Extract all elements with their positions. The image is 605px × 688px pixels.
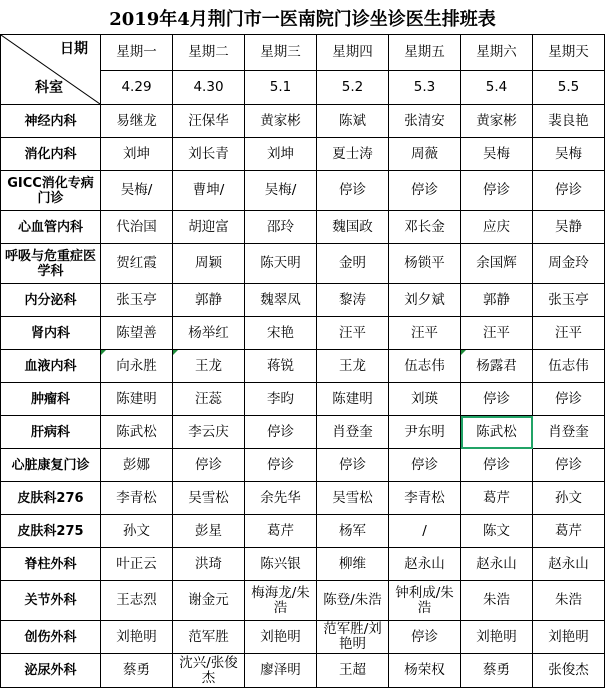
schedule-cell[interactable]: 吴梅 xyxy=(533,138,605,171)
schedule-cell[interactable]: 汪平 xyxy=(533,317,605,350)
table-row xyxy=(1,416,605,449)
schedule-cell[interactable]: 陈建明 xyxy=(101,383,173,416)
page-title: 2019年4月荆门市一医南院门诊坐诊医生排班表 xyxy=(109,9,496,30)
schedule-cell[interactable]: 宋艳 xyxy=(245,317,317,350)
schedule-cell[interactable]: 汪平 xyxy=(389,317,461,350)
schedule-cell[interactable]: 葛芹 xyxy=(245,515,317,548)
table-row xyxy=(1,317,605,350)
schedule-cell[interactable]: 郭静 xyxy=(173,284,245,317)
schedule-cell[interactable]: 停诊 xyxy=(461,383,533,416)
dept-cell[interactable]: 消化内科 xyxy=(1,138,101,171)
schedule-cell[interactable]: 杨锁平 xyxy=(389,244,461,284)
schedule-cell[interactable]: 停诊 xyxy=(389,621,461,654)
schedule-cell[interactable]: 胡迎富 xyxy=(173,211,245,244)
corner-dept-label: 科室 xyxy=(35,80,63,96)
schedule-table xyxy=(0,34,605,688)
schedule-cell[interactable]: 谢金元 xyxy=(173,581,245,621)
table-row xyxy=(1,211,605,244)
schedule-cell[interactable]: 汪平 xyxy=(461,317,533,350)
schedule-cell[interactable]: 陈斌 xyxy=(317,105,389,138)
schedule-cell[interactable]: 赵永山 xyxy=(533,548,605,581)
schedule-cell[interactable]: 孙文 xyxy=(101,515,173,548)
dept-cell[interactable]: 肾内科 xyxy=(1,317,101,350)
dept-cell[interactable]: 心脏康复门诊 xyxy=(1,449,101,482)
schedule-cell[interactable]: 停诊 xyxy=(317,449,389,482)
day-header-sun[interactable]: 星期天 xyxy=(533,35,605,71)
schedule-cell[interactable]: 彭星 xyxy=(173,515,245,548)
table-row xyxy=(1,284,605,317)
schedule-cell[interactable]: 伍志伟 xyxy=(533,350,605,383)
schedule-cell[interactable]: 杨举红 xyxy=(173,317,245,350)
schedule-cell[interactable]: 陈武松 xyxy=(101,416,173,449)
table-row xyxy=(1,654,605,688)
schedule-cell[interactable]: 刘坤 xyxy=(101,138,173,171)
schedule-cell[interactable]: 停诊 xyxy=(245,449,317,482)
table-row xyxy=(1,244,605,284)
schedule-cell[interactable]: 杨荣权 xyxy=(389,654,461,688)
schedule-cell[interactable]: 李昀 xyxy=(245,383,317,416)
day-header-thu[interactable]: 星期四 xyxy=(317,35,389,71)
schedule-cell[interactable]: 陈天明 xyxy=(245,244,317,284)
schedule-cell[interactable]: 柳维 xyxy=(317,548,389,581)
schedule-cell[interactable]: 向永胜 xyxy=(101,350,173,383)
schedule-cell[interactable]: 停诊 xyxy=(461,449,533,482)
day-header-fri[interactable]: 星期五 xyxy=(389,35,461,71)
schedule-cell[interactable]: 陈兴银 xyxy=(245,548,317,581)
schedule-cell[interactable]: 易继龙 xyxy=(101,105,173,138)
schedule-cell[interactable]: 张玉亭 xyxy=(533,284,605,317)
schedule-cell[interactable]: 叶正云 xyxy=(101,548,173,581)
table-row xyxy=(1,581,605,621)
date-header-fri[interactable]: 5.3 xyxy=(389,71,461,105)
schedule-cell[interactable]: 李云庆 xyxy=(173,416,245,449)
schedule-cell[interactable]: 贺红霞 xyxy=(101,244,173,284)
dept-cell[interactable]: 皮肤科275 xyxy=(1,515,101,548)
schedule-cell[interactable]: 汪保华 xyxy=(173,105,245,138)
schedule-cell[interactable]: 停诊 xyxy=(533,171,605,211)
schedule-cell[interactable]: 伍志伟 xyxy=(389,350,461,383)
day-header-sat[interactable]: 星期六 xyxy=(461,35,533,71)
schedule-cell[interactable]: 肖登奎 xyxy=(533,416,605,449)
schedule-cell[interactable]: 邓长金 xyxy=(389,211,461,244)
schedule-cell[interactable]: 代治国 xyxy=(101,211,173,244)
table-row xyxy=(1,138,605,171)
dept-cell[interactable]: 肝病科 xyxy=(1,416,101,449)
schedule-cell[interactable]: 孙文 xyxy=(533,482,605,515)
schedule-cell[interactable]: / xyxy=(389,515,461,548)
schedule-cell[interactable]: 张清安 xyxy=(389,105,461,138)
schedule-cell[interactable]: 李青松 xyxy=(389,482,461,515)
schedule-cell[interactable]: 汪平 xyxy=(317,317,389,350)
dept-cell[interactable]: 心血管内科 xyxy=(1,211,101,244)
schedule-cell[interactable]: 陈文 xyxy=(461,515,533,548)
schedule-cell[interactable]: 蒋锐 xyxy=(245,350,317,383)
schedule-cell[interactable]: 魏国政 xyxy=(317,211,389,244)
dept-cell[interactable]: 泌尿外科 xyxy=(1,654,101,688)
day-header-tue[interactable]: 星期二 xyxy=(173,35,245,71)
schedule-cell[interactable]: 赵永山 xyxy=(389,548,461,581)
dept-cell[interactable]: 创伤外科 xyxy=(1,621,101,654)
schedule-cell[interactable]: 吴雪松 xyxy=(173,482,245,515)
dept-cell[interactable]: 肿瘤科 xyxy=(1,383,101,416)
schedule-cell[interactable]: 葛芹 xyxy=(461,482,533,515)
schedule-cell[interactable]: 梅海龙/朱浩 xyxy=(245,581,317,621)
date-header-mon[interactable]: 4.29 xyxy=(101,71,173,105)
table-row xyxy=(1,449,605,482)
schedule-cell[interactable]: 停诊 xyxy=(173,449,245,482)
table-row xyxy=(1,548,605,581)
schedule-cell[interactable]: 陈建明 xyxy=(317,383,389,416)
schedule-cell[interactable]: 吴梅/ xyxy=(101,171,173,211)
schedule-cell[interactable]: 周金玲 xyxy=(533,244,605,284)
schedule-cell[interactable]: 停诊 xyxy=(533,383,605,416)
schedule-cell[interactable]: 张俊杰 xyxy=(533,654,605,688)
schedule-cell[interactable]: 应庆 xyxy=(461,211,533,244)
schedule-cell[interactable]: 裴良艳 xyxy=(533,105,605,138)
schedule-cell[interactable]: 吴静 xyxy=(533,211,605,244)
schedule-cell[interactable]: 停诊 xyxy=(533,449,605,482)
schedule-cell[interactable]: 杨军 xyxy=(317,515,389,548)
dept-cell[interactable]: 血液内科 xyxy=(1,350,101,383)
dept-cell[interactable]: 脊柱外科 xyxy=(1,548,101,581)
schedule-cell[interactable]: 王超 xyxy=(317,654,389,688)
dept-cell[interactable]: GICC消化专病门诊 xyxy=(1,171,101,211)
schedule-cell[interactable]: 刘艳明 xyxy=(461,621,533,654)
schedule-cell[interactable]: 周薇 xyxy=(389,138,461,171)
schedule-cell[interactable]: 李青松 xyxy=(101,482,173,515)
date-header-sun[interactable]: 5.5 xyxy=(533,71,605,105)
dept-cell[interactable]: 皮肤科276 xyxy=(1,482,101,515)
schedule-cell[interactable]: 王龙 xyxy=(173,350,245,383)
schedule-cell[interactable]: 赵永山 xyxy=(461,548,533,581)
schedule-cell[interactable]: 吴梅 xyxy=(461,138,533,171)
corner-date-label: 日期 xyxy=(60,41,88,57)
schedule-cell[interactable]: 范军胜 xyxy=(173,621,245,654)
schedule-cell[interactable]: 吴梅/ xyxy=(245,171,317,211)
schedule-cell[interactable]: 吴雪松 xyxy=(317,482,389,515)
schedule-cell[interactable]: 停诊 xyxy=(389,171,461,211)
table-row xyxy=(1,350,605,383)
schedule-cell[interactable]: 刘瑛 xyxy=(389,383,461,416)
schedule-cell[interactable]: 王龙 xyxy=(317,350,389,383)
schedule-cell[interactable]: 金明 xyxy=(317,244,389,284)
schedule-cell[interactable]: 黄家彬 xyxy=(245,105,317,138)
schedule-cell[interactable]: 蔡勇 xyxy=(101,654,173,688)
corner-header-cell[interactable] xyxy=(1,35,101,105)
schedule-cell[interactable]: 魏翠凤 xyxy=(245,284,317,317)
schedule-cell[interactable]: 沈兴/张俊杰 xyxy=(173,654,245,688)
schedule-cell[interactable]: 彭娜 xyxy=(101,449,173,482)
schedule-cell[interactable]: 停诊 xyxy=(461,171,533,211)
schedule-cell[interactable]: 蔡勇 xyxy=(461,654,533,688)
schedule-cell[interactable]: 王志烈 xyxy=(101,581,173,621)
schedule-cell[interactable]: 杨露君 xyxy=(461,350,533,383)
schedule-cell[interactable]: 停诊 xyxy=(245,416,317,449)
schedule-cell[interactable]: 停诊 xyxy=(389,449,461,482)
date-header-sat[interactable]: 5.4 xyxy=(461,71,533,105)
table-row xyxy=(1,482,605,515)
dept-cell[interactable]: 神经内科 xyxy=(1,105,101,138)
schedule-cell[interactable]: 洪琦 xyxy=(173,548,245,581)
schedule-cell[interactable]: 余先华 xyxy=(245,482,317,515)
schedule-cell[interactable]: 陈登/朱浩 xyxy=(317,581,389,621)
schedule-cell[interactable]: 停诊 xyxy=(317,171,389,211)
schedule-cell[interactable]: 肖登奎 xyxy=(317,416,389,449)
schedule-cell[interactable]: 邵玲 xyxy=(245,211,317,244)
table-row xyxy=(1,621,605,654)
selected-schedule-cell[interactable]: 陈武松 xyxy=(461,416,533,449)
schedule-cell[interactable]: 汪蕊 xyxy=(173,383,245,416)
table-row xyxy=(1,105,605,138)
schedule-cell[interactable]: 刘艳明 xyxy=(101,621,173,654)
schedule-cell[interactable]: 刘坤 xyxy=(245,138,317,171)
day-header-mon[interactable]: 星期一 xyxy=(101,35,173,71)
schedule-cell[interactable]: 陈望善 xyxy=(101,317,173,350)
schedule-cell[interactable]: 郭静 xyxy=(461,284,533,317)
schedule-cell[interactable]: 刘艳明 xyxy=(533,621,605,654)
schedule-cell[interactable]: 周颖 xyxy=(173,244,245,284)
schedule-cell[interactable]: 刘长青 xyxy=(173,138,245,171)
dept-cell[interactable]: 呼吸与危重症医学科 xyxy=(1,244,101,284)
date-header-wed[interactable]: 5.1 xyxy=(245,71,317,105)
date-header-thu[interactable]: 5.2 xyxy=(317,71,389,105)
schedule-cell[interactable]: 葛芹 xyxy=(533,515,605,548)
table-row xyxy=(1,383,605,416)
day-header-wed[interactable]: 星期三 xyxy=(245,35,317,71)
table-row xyxy=(1,171,605,211)
schedule-cell[interactable]: 刘夕斌 xyxy=(389,284,461,317)
schedule-cell[interactable]: 黎涛 xyxy=(317,284,389,317)
schedule-cell[interactable]: 范军胜/刘艳明 xyxy=(317,621,389,654)
schedule-cell[interactable]: 朱浩 xyxy=(461,581,533,621)
schedule-cell[interactable]: 黄家彬 xyxy=(461,105,533,138)
schedule-cell[interactable]: 朱浩 xyxy=(533,581,605,621)
header-days-row xyxy=(1,35,605,71)
schedule-cell[interactable]: 廖泽明 xyxy=(245,654,317,688)
schedule-cell[interactable]: 张玉亭 xyxy=(101,284,173,317)
dept-cell[interactable]: 内分泌科 xyxy=(1,284,101,317)
date-header-tue[interactable]: 4.30 xyxy=(173,71,245,105)
schedule-cell[interactable]: 曹坤/ xyxy=(173,171,245,211)
schedule-cell[interactable]: 尹东明 xyxy=(389,416,461,449)
table-row xyxy=(1,515,605,548)
schedule-cell[interactable]: 夏士涛 xyxy=(317,138,389,171)
schedule-cell[interactable]: 余国辉 xyxy=(461,244,533,284)
dept-cell[interactable]: 关节外科 xyxy=(1,581,101,621)
schedule-cell[interactable]: 刘艳明 xyxy=(245,621,317,654)
schedule-cell[interactable]: 钟利成/朱浩 xyxy=(389,581,461,621)
